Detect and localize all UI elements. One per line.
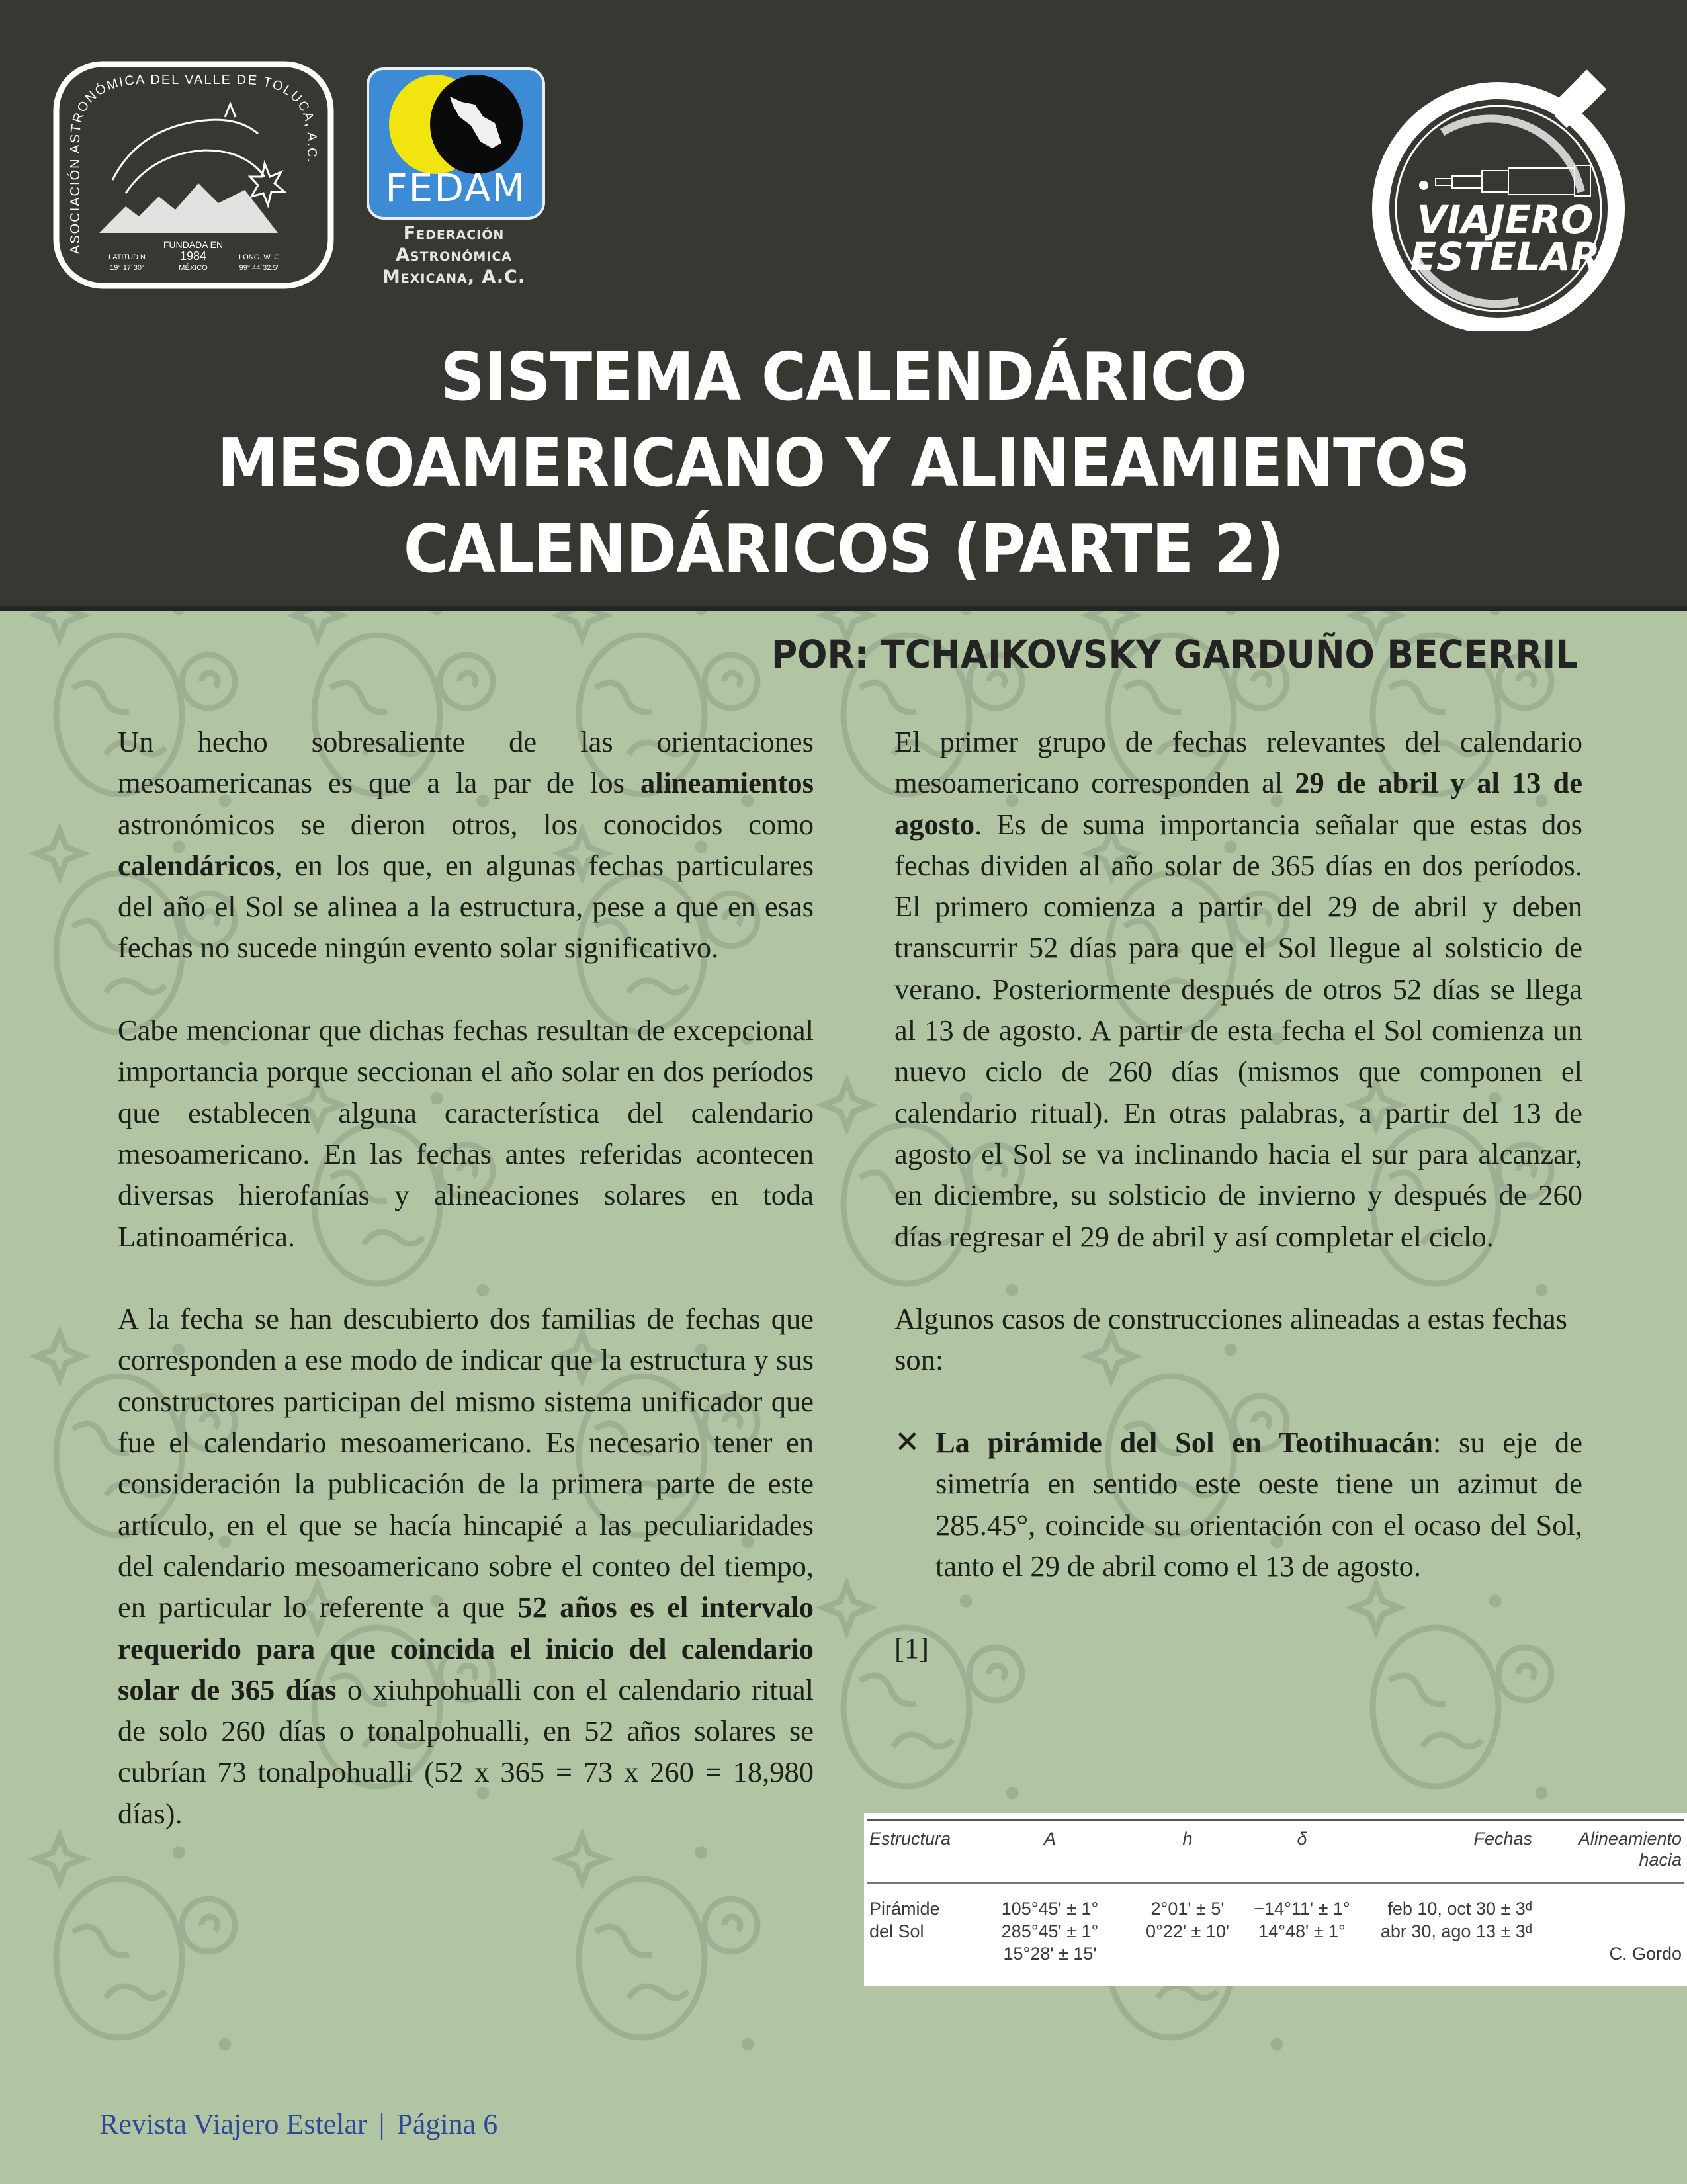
column-header: Estructura xyxy=(867,1821,971,1884)
fedam-caption xyxy=(363,222,545,288)
cell-text: Pirámide del Sol xyxy=(869,1899,940,1941)
cell-azimuth xyxy=(971,1884,1129,1966)
paragraph: Algunos casos de construcciones alineadas a estas fechas son: xyxy=(894,1302,1567,1377)
bold-text: 29 de abril y al 13 de agosto xyxy=(894,766,1583,841)
list-item-text xyxy=(935,1422,1582,1587)
cell-text: 0°22' ± 10' xyxy=(1145,1921,1229,1941)
alignment-data-table xyxy=(864,1813,1687,1986)
svg-text:LONG. W. G: LONG. W. G xyxy=(239,253,280,261)
paragraph xyxy=(118,1298,814,1834)
fedam-caption-line: Federación xyxy=(403,223,505,243)
page-footer xyxy=(99,2107,497,2141)
table-row xyxy=(867,1884,1684,1966)
cell-declination xyxy=(1246,1884,1358,1966)
svg-text:FUNDADA EN: FUNDADA EN xyxy=(163,240,224,250)
cell-text: −14°11' ± 1° xyxy=(1254,1899,1350,1919)
paragraph xyxy=(894,721,1582,1257)
cell-text: 285°45' ± 1° xyxy=(1001,1921,1099,1941)
cell-text: 105°45' ± 1° xyxy=(1001,1899,1099,1919)
page-number: Página 6 xyxy=(396,2108,498,2140)
column-header: Fechas xyxy=(1358,1821,1535,1884)
cell-text: 2°01' ± 5' xyxy=(1150,1899,1225,1919)
fedam-caption-line: Astronómica xyxy=(395,245,512,265)
article-column-left xyxy=(118,721,814,1875)
cell-fechas xyxy=(1358,1884,1535,1966)
bold-text: 52 años es el intervalo requerido para que coincida el inicio del calendario solar de 365 días xyxy=(118,1591,814,1706)
bold-text: calendáricos xyxy=(118,848,275,882)
svg-text:99° 44´32.5": 99° 44´32.5" xyxy=(239,264,280,272)
paragraph: Cabe mencionar que dichas fechas resultan de excepcional importancia porque seccionan el año solar en dos períodos que establecen alguna característica del calendario mesoamericano. En las fechas antes referidas acontecen diversas hierofanías y alineaciones solares en toda Latinoamérica. xyxy=(118,1014,814,1253)
paragraph xyxy=(118,721,814,969)
publication-name: Revista Viajero Estelar xyxy=(99,2108,367,2140)
bold-text: alineamientos xyxy=(640,766,814,800)
title-line: MESOAMERICANO Y ALINEAMIENTOS xyxy=(217,424,1470,502)
svg-text:1984: 1984 xyxy=(179,249,207,263)
column-header: h xyxy=(1129,1821,1246,1884)
list-item xyxy=(894,1422,1582,1587)
svg-text:ASOCIACIÓN ASTRONÓMICA DEL VAL: ASOCIACIÓN ASTRONÓMICA DEL VALLE DE TOLUCA, A.C. xyxy=(67,72,320,254)
title-line: SISTEMA CALENDÁRICO xyxy=(440,338,1247,415)
cell-text: 14°48' ± 1° xyxy=(1258,1921,1346,1941)
table-header-row xyxy=(867,1821,1684,1884)
svg-text:ESTELAR: ESTELAR xyxy=(1410,234,1600,279)
svg-text:19° 17´30": 19° 17´30" xyxy=(110,264,144,272)
reference-marker: [1] xyxy=(894,1632,929,1665)
cell-text: feb 10, oct 30 ± 3ᵈ xyxy=(1387,1899,1532,1919)
article-title xyxy=(59,334,1628,592)
column-header: Alineamiento hacia xyxy=(1535,1821,1684,1884)
fedam-abbreviation: FEDAM xyxy=(385,165,527,210)
bold-text: La pirámide del Sol en Teotihuacán xyxy=(935,1426,1433,1460)
fedam-logo xyxy=(363,64,545,288)
text: , en los que, en algunas fechas particulares del año el Sol se alinea a la estructura, pese a que en esas fechas no sucede ningún evento solar significativo. xyxy=(118,848,814,965)
svg-text:VIAJERO: VIAJERO xyxy=(1416,197,1594,242)
text: A la fecha se han descubierto dos familias de fechas que corresponden a ese modo de indicar que la estructura y sus constructores participan del mismo sistema unificador que fue el calendario mesoamericano. Es necesario tener en consideración la publicación de la primera parte de este artículo, en el que se hacía hincapié a las peculiaridades del calendario mesoamericano sobre el conteo del tiempo, en particular lo referente a que xyxy=(118,1302,814,1624)
column-header: A xyxy=(971,1821,1129,1884)
viajero-estelar-telescope-logo xyxy=(1369,60,1647,331)
cell-alineamiento xyxy=(1535,1884,1684,1966)
cell-text: 15°28' ± 15' xyxy=(1003,1944,1097,1964)
article-column-right xyxy=(894,721,1582,1710)
fedam-caption-line: Mexicana, A.C. xyxy=(382,267,526,287)
text: astronómicos se dieron otros, los conocidos como xyxy=(118,807,814,841)
text: Un hecho sobresaliente de las orientaciones mesoamericanas es que a la par de los xyxy=(118,725,814,800)
svg-text:MÉXICO: MÉXICO xyxy=(179,264,208,272)
asociacion-astronomica-valle-de-toluca-logo xyxy=(53,61,334,289)
author-byline: POR: TCHAIKOVSKY GARDUÑO BECERRIL xyxy=(771,632,1578,677)
footer-separator: | xyxy=(378,2108,385,2140)
x-bullet-icon: ✕ xyxy=(894,1425,920,1460)
text: . Es de suma importancia señalar que estas dos fechas dividen al año solar de 365 días en dos períodos. El primero comienza a partir del 29 de abril y deben transcurrir 52 días para que el Sol llegue al solsticio de verano. Posteriormente después de otros 52 días se llega al 13 de agosto. A partir de esta fecha el Sol comienza un nuevo ciclo de 260 días (mismos que componen el calendario ritual). En otras palabras, a partir del 13 de agosto el Sol se va inclinando hacia el sur para alcanzar, en diciembre, su solsticio de invierno y después de 260 días regresar el 29 de abril y así completar el ciclo. xyxy=(894,807,1582,1253)
cell-altitude xyxy=(1129,1884,1246,1966)
text: El primer grupo de fechas relevantes del calendario mesoamericano corresponden al xyxy=(894,725,1582,800)
column-header: δ xyxy=(1246,1821,1358,1884)
cell-estructura xyxy=(867,1884,971,1966)
cell-text: C. Gordo xyxy=(1609,1944,1682,1964)
text: : su eje de simetría en sentido este oeste tiene un azimut de 285.45°, coincide su orientación con el ocaso del Sol, tanto el 29 de abril como el 13 de agosto. xyxy=(935,1426,1582,1583)
title-line: CALENDÁRICOS (PARTE 2) xyxy=(403,510,1284,588)
cell-text: abr 30, ago 13 ± 3ᵈ xyxy=(1380,1921,1532,1941)
page-header xyxy=(0,0,1687,611)
text: o xiuhpohualli con el calendario ritual de solo 260 días o tonalpohualli, en 52 años solares se cubrían 73 tonalpohualli (52 x 365 = 73 x 260 = 18,980 días). xyxy=(118,1673,814,1830)
fedam-emblem xyxy=(367,67,545,220)
svg-text:LATITUD N: LATITUD N xyxy=(108,253,146,261)
